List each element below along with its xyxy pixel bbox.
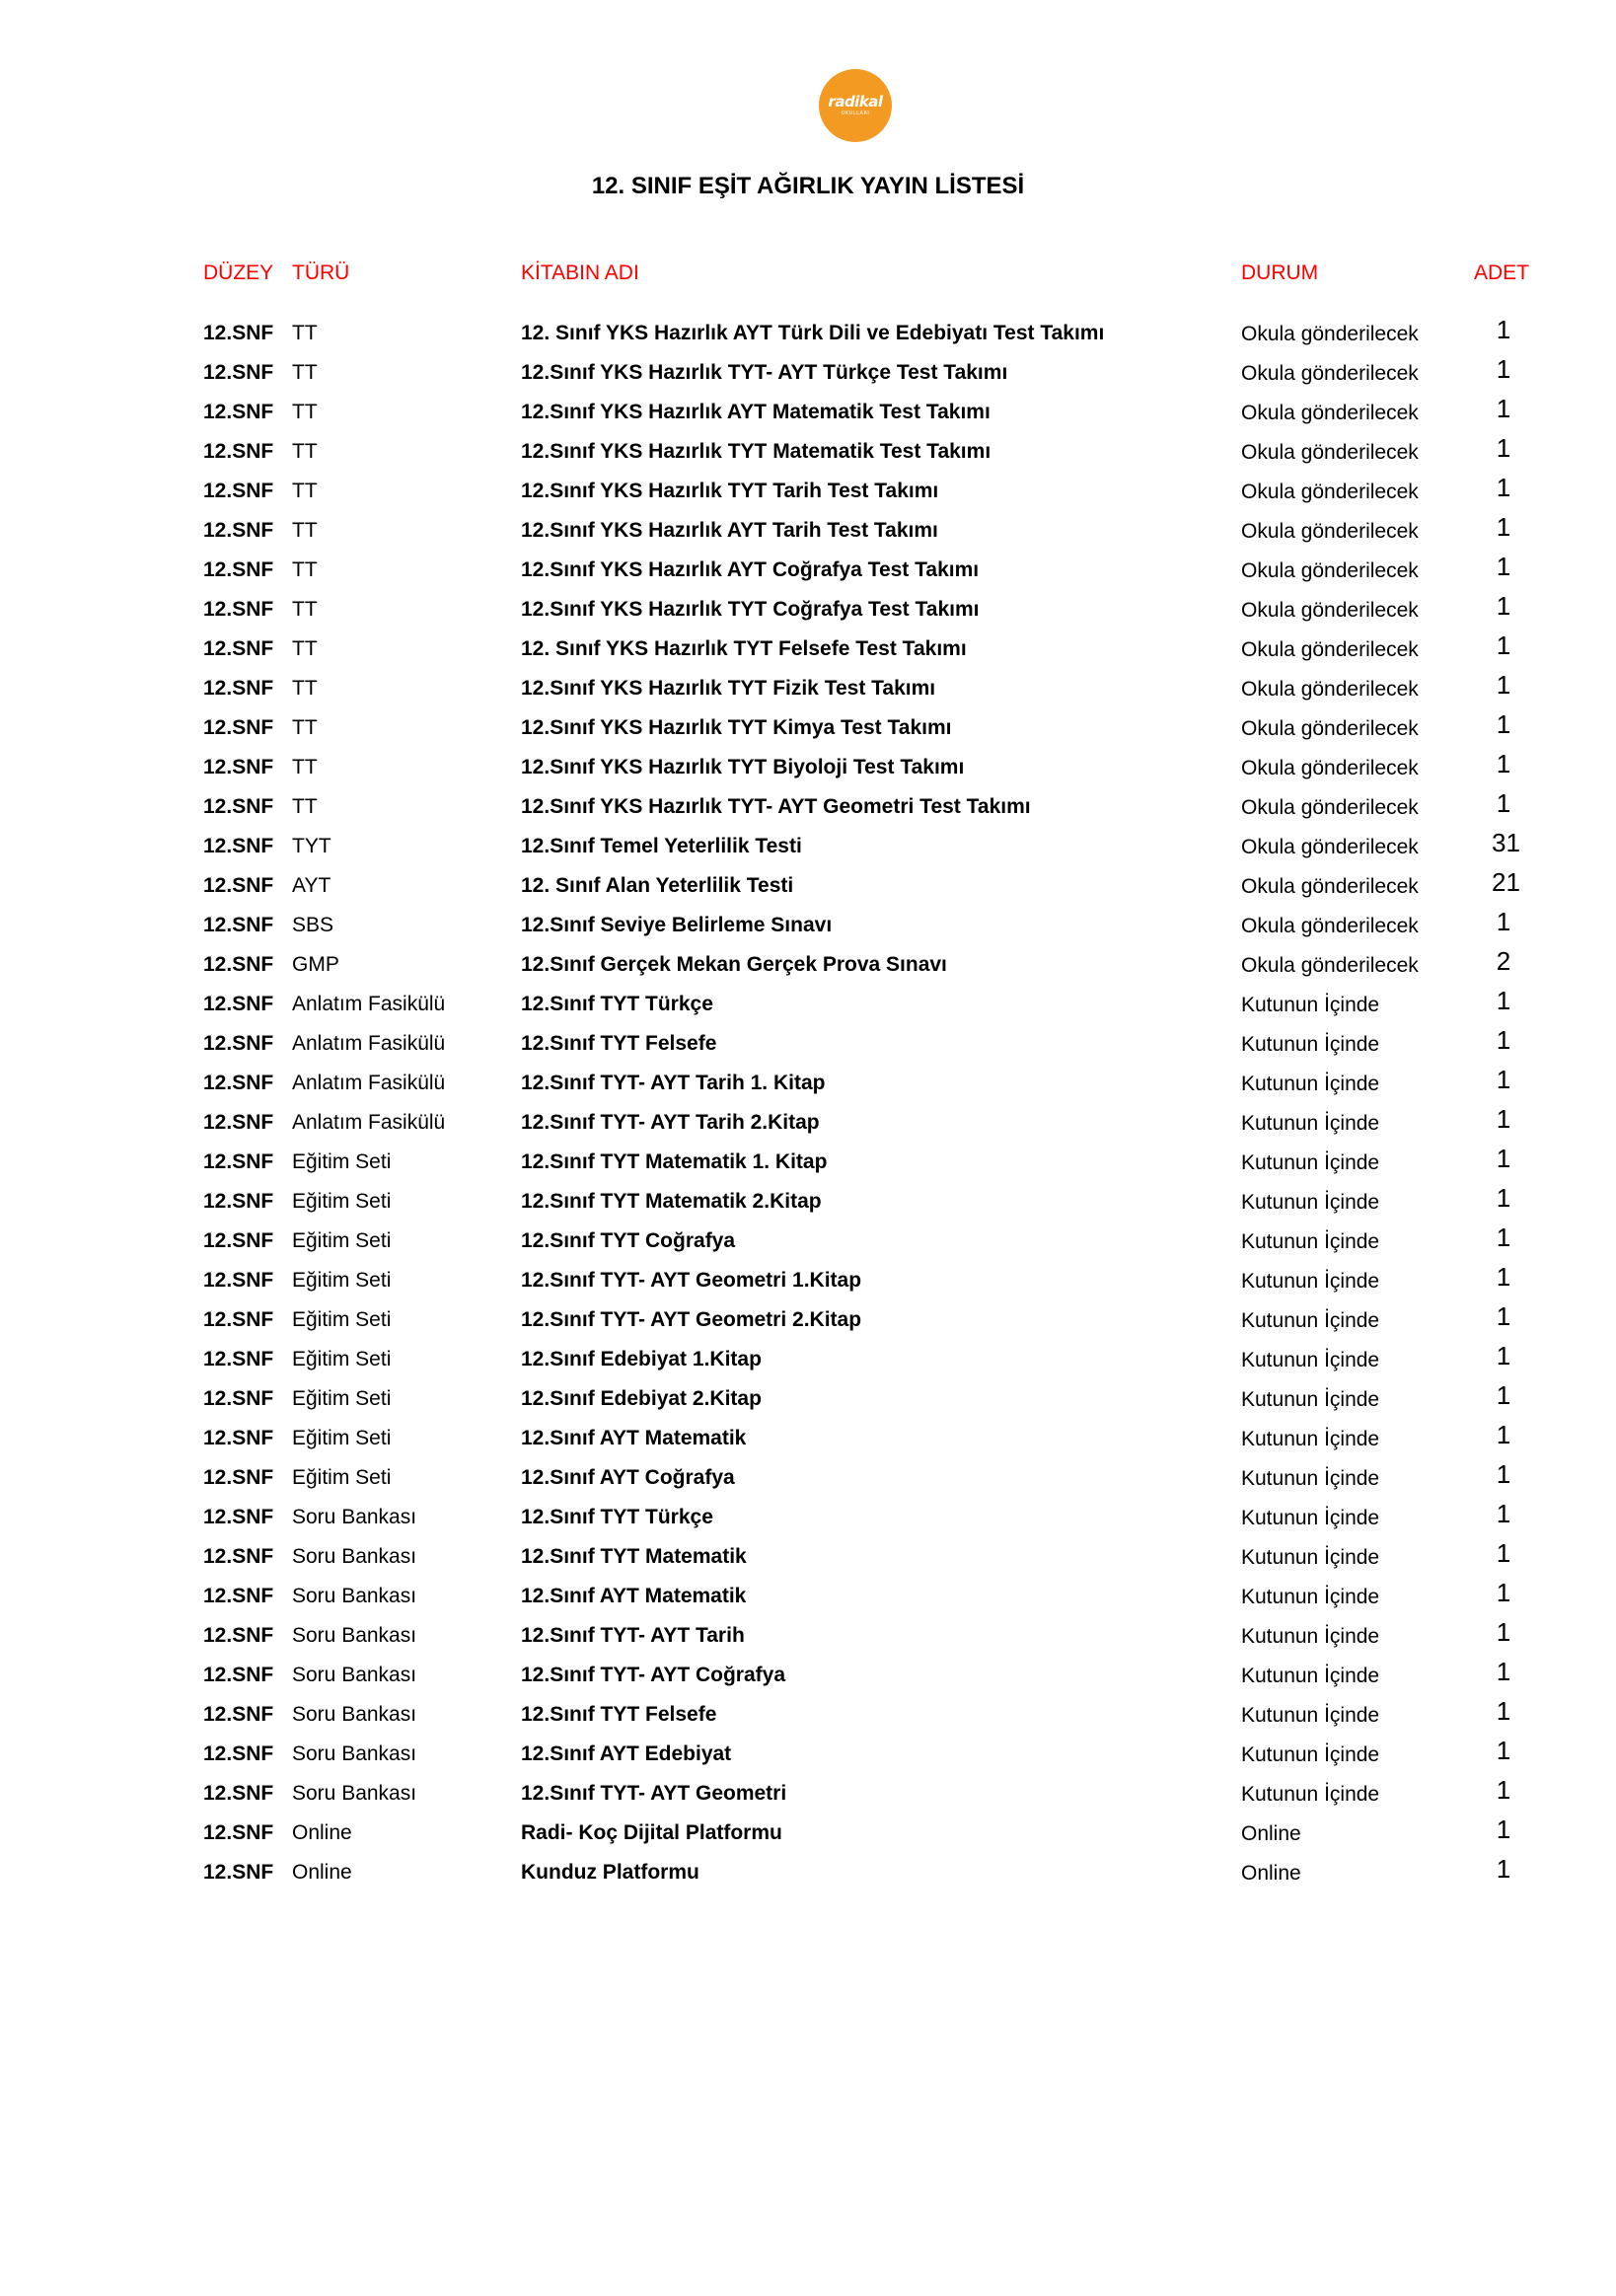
row-turu: TT: [292, 756, 318, 778]
row-duzey: 12.SNF: [203, 1506, 274, 1528]
row-turu: Eğitim Seti: [292, 1229, 392, 1252]
row-kitap-adi: 12.Sınıf AYT Coğrafya: [521, 1466, 735, 1489]
row-kitap-adi: 12.Sınıf YKS Hazırlık TYT Kimya Test Takımı: [521, 716, 952, 739]
row-durum: Kutunun İçinde: [1241, 1349, 1380, 1371]
row-turu: Online: [292, 1821, 352, 1844]
row-turu: Online: [292, 1861, 352, 1884]
row-adet: 1: [1496, 1380, 1511, 1410]
row-adet: 1: [1496, 1617, 1511, 1647]
row-kitap-adi: 12.Sınıf Edebiyat 2.Kitap: [521, 1387, 762, 1410]
row-duzey: 12.SNF: [203, 1032, 274, 1055]
row-duzey: 12.SNF: [203, 480, 274, 502]
row-durum: Kutunun İçinde: [1241, 1073, 1380, 1095]
page-title: 12. SINIF EŞİT AĞIRLIK YAYIN LİSTESİ: [591, 173, 1025, 199]
row-duzey: 12.SNF: [203, 1782, 274, 1805]
row-durum: Kutunun İçinde: [1241, 1309, 1380, 1332]
logo-subtitle: OKULLARI: [841, 111, 870, 116]
table-row: [0, 355, 1616, 395]
row-turu: Anlatım Fasikülü: [292, 993, 446, 1015]
row-durum: Okula gönderilecek: [1241, 599, 1419, 622]
row-turu: GMP: [292, 953, 339, 976]
table-row: [0, 868, 1616, 908]
row-turu: Eğitim Seti: [292, 1269, 392, 1292]
row-duzey: 12.SNF: [203, 558, 274, 581]
row-durum: Kutunun İçinde: [1241, 1507, 1380, 1529]
row-duzey: 12.SNF: [203, 519, 274, 542]
row-adet: 1: [1496, 1736, 1511, 1765]
row-kitap-adi: 12.Sınıf YKS Hazırlık AYT Coğrafya Test Takımı: [521, 558, 980, 581]
row-duzey: 12.SNF: [203, 1150, 274, 1173]
row-kitap-adi: 12.Sınıf Temel Yeterlilik Testi: [521, 835, 802, 857]
row-turu: TT: [292, 558, 318, 581]
row-adet: 1: [1496, 907, 1511, 936]
table-row: [0, 553, 1616, 592]
row-adet: 1: [1496, 709, 1511, 739]
row-turu: TT: [292, 677, 318, 700]
row-duzey: 12.SNF: [203, 1624, 274, 1647]
row-adet: 1: [1496, 630, 1511, 660]
row-turu: TT: [292, 322, 318, 344]
row-duzey: 12.SNF: [203, 1585, 274, 1607]
table-row: [0, 1421, 1616, 1460]
row-duzey: 12.SNF: [203, 1111, 274, 1134]
row-durum: Okula gönderilecek: [1241, 481, 1419, 503]
row-kitap-adi: 12.Sınıf YKS Hazırlık TYT Coğrafya Test Takımı: [521, 598, 980, 621]
row-duzey: 12.SNF: [203, 361, 274, 384]
row-kitap-adi: 12.Sınıf AYT Matematik: [521, 1427, 747, 1449]
row-turu: Anlatım Fasikülü: [292, 1072, 446, 1094]
table-row: [0, 829, 1616, 868]
row-turu: TT: [292, 440, 318, 463]
row-duzey: 12.SNF: [203, 1387, 274, 1410]
table-row: [0, 1184, 1616, 1223]
row-kitap-adi: 12.Sınıf Seviye Belirleme Sınavı: [521, 914, 833, 936]
row-adet: 1: [1496, 1815, 1511, 1844]
table-row: [0, 1737, 1616, 1776]
row-kitap-adi: 12.Sınıf TYT- AYT Coğrafya: [521, 1664, 786, 1686]
row-turu: SBS: [292, 914, 334, 936]
radikal-logo: [819, 69, 892, 142]
row-durum: Online: [1241, 1862, 1301, 1885]
row-duzey: 12.SNF: [203, 1861, 274, 1884]
row-kitap-adi: Kunduz Platformu: [521, 1861, 699, 1884]
table-row: [0, 947, 1616, 987]
row-adet: 1: [1496, 1104, 1511, 1134]
row-turu: Eğitim Seti: [292, 1308, 392, 1331]
row-adet: 1: [1496, 749, 1511, 778]
table-row: [0, 1579, 1616, 1618]
logo-word: radikal: [828, 93, 883, 111]
row-turu: Soru Bankası: [292, 1782, 417, 1805]
table-row: [0, 1026, 1616, 1066]
row-duzey: 12.SNF: [203, 914, 274, 936]
row-turu: TT: [292, 401, 318, 423]
row-adet: 1: [1496, 1499, 1511, 1528]
row-durum: Okula gönderilecek: [1241, 954, 1419, 977]
row-kitap-adi: 12.Sınıf TYT- AYT Tarih 1. Kitap: [521, 1072, 826, 1094]
row-adet: 1: [1496, 1183, 1511, 1213]
header-durum: DURUM: [1241, 261, 1319, 284]
row-turu: TT: [292, 480, 318, 502]
row-duzey: 12.SNF: [203, 1269, 274, 1292]
row-adet: 1: [1496, 670, 1511, 700]
row-duzey: 12.SNF: [203, 1545, 274, 1568]
table-row: [0, 631, 1616, 671]
table-row: [0, 750, 1616, 789]
row-turu: TT: [292, 795, 318, 818]
row-adet: 1: [1496, 315, 1511, 344]
row-duzey: 12.SNF: [203, 1821, 274, 1844]
row-turu: Soru Bankası: [292, 1545, 417, 1568]
table-row: [0, 671, 1616, 710]
row-duzey: 12.SNF: [203, 637, 274, 660]
row-turu: Soru Bankası: [292, 1664, 417, 1686]
row-adet: 1: [1496, 1025, 1511, 1055]
row-adet: 1: [1496, 1775, 1511, 1805]
row-adet: 1: [1496, 1657, 1511, 1686]
header-turu: TÜRÜ: [292, 261, 350, 284]
row-adet: 1: [1496, 512, 1511, 542]
row-kitap-adi: 12.Sınıf TYT Matematik 1. Kitap: [521, 1150, 828, 1173]
row-adet: 1: [1496, 354, 1511, 384]
row-duzey: 12.SNF: [203, 401, 274, 423]
row-turu: Soru Bankası: [292, 1703, 417, 1726]
row-durum: Okula gönderilecek: [1241, 717, 1419, 740]
row-adet: 1: [1496, 1341, 1511, 1370]
row-kitap-adi: 12. Sınıf YKS Hazırlık AYT Türk Dili ve Edebiyatı Test Takımı: [521, 322, 1105, 344]
table-row: [0, 395, 1616, 434]
row-durum: Online: [1241, 1822, 1301, 1845]
row-adet: 1: [1496, 1854, 1511, 1884]
row-duzey: 12.SNF: [203, 440, 274, 463]
publication-table: [0, 316, 1616, 1894]
table-row: [0, 710, 1616, 750]
row-durum: Okula gönderilecek: [1241, 757, 1419, 779]
row-durum: Okula gönderilecek: [1241, 362, 1419, 385]
table-row: [0, 1855, 1616, 1894]
row-turu: Anlatım Fasikülü: [292, 1111, 446, 1134]
row-duzey: 12.SNF: [203, 795, 274, 818]
header-adet: ADET: [1474, 261, 1530, 284]
row-durum: Okula gönderilecek: [1241, 796, 1419, 819]
row-kitap-adi: 12.Sınıf AYT Edebiyat: [521, 1742, 732, 1765]
table-row: [0, 1145, 1616, 1184]
table-row: [0, 513, 1616, 553]
row-durum: Okula gönderilecek: [1241, 638, 1419, 661]
row-kitap-adi: 12.Sınıf TYT Felsefe: [521, 1703, 717, 1726]
table-row: [0, 1500, 1616, 1539]
table-row: [0, 1460, 1616, 1500]
row-kitap-adi: 12.Sınıf AYT Matematik: [521, 1585, 747, 1607]
row-kitap-adi: 12. Sınıf YKS Hazırlık TYT Felsefe Test Takımı: [521, 637, 967, 660]
row-kitap-adi: 12.Sınıf YKS Hazırlık TYT- AYT Türkçe Test Takımı: [521, 361, 1008, 384]
row-turu: TT: [292, 637, 318, 660]
table-header: [0, 259, 1616, 288]
row-durum: Kutunun İçinde: [1241, 1270, 1380, 1293]
row-kitap-adi: 12.Sınıf TYT Coğrafya: [521, 1229, 736, 1252]
row-kitap-adi: 12.Sınıf Gerçek Mekan Gerçek Prova Sınavı: [521, 953, 947, 976]
row-kitap-adi: 12.Sınıf TYT- AYT Geometri 2.Kitap: [521, 1308, 862, 1331]
row-duzey: 12.SNF: [203, 1072, 274, 1094]
row-duzey: 12.SNF: [203, 1229, 274, 1252]
row-durum: Kutunun İçinde: [1241, 1625, 1380, 1648]
row-durum: Kutunun İçinde: [1241, 1428, 1380, 1450]
header-duzey: DÜZEY: [203, 261, 274, 284]
row-adet: 1: [1496, 591, 1511, 621]
table-row: [0, 1658, 1616, 1697]
row-duzey: 12.SNF: [203, 322, 274, 344]
row-kitap-adi: 12.Sınıf TYT- AYT Geometri 1.Kitap: [521, 1269, 862, 1292]
row-adet: 1: [1496, 1696, 1511, 1726]
row-durum: Kutunun İçinde: [1241, 994, 1380, 1016]
row-turu: Anlatım Fasikülü: [292, 1032, 446, 1055]
table-row: [0, 1776, 1616, 1815]
table-row: [0, 1066, 1616, 1105]
table-row: [0, 1105, 1616, 1145]
row-adet: 1: [1496, 788, 1511, 818]
row-durum: Kutunun İçinde: [1241, 1388, 1380, 1411]
table-row: [0, 474, 1616, 513]
row-durum: Okula gönderilecek: [1241, 915, 1419, 937]
table-row: [0, 1539, 1616, 1579]
row-adet: 1: [1496, 1144, 1511, 1173]
row-adet: 1: [1496, 1301, 1511, 1331]
table-row: [0, 316, 1616, 355]
row-durum: Okula gönderilecek: [1241, 678, 1419, 701]
row-duzey: 12.SNF: [203, 1190, 274, 1213]
row-kitap-adi: 12.Sınıf YKS Hazırlık AYT Tarih Test Takımı: [521, 519, 938, 542]
row-kitap-adi: 12.Sınıf YKS Hazırlık TYT- AYT Geometri Test Takımı: [521, 795, 1031, 818]
row-turu: Eğitim Seti: [292, 1348, 392, 1370]
table-row: [0, 592, 1616, 631]
row-turu: Soru Bankası: [292, 1585, 417, 1607]
table-row: [0, 1342, 1616, 1381]
table-row: [0, 987, 1616, 1026]
row-durum: Okula gönderilecek: [1241, 559, 1419, 582]
row-durum: Kutunun İçinde: [1241, 1704, 1380, 1727]
row-durum: Kutunun İçinde: [1241, 1665, 1380, 1687]
row-turu: Soru Bankası: [292, 1506, 417, 1528]
row-kitap-adi: Radi- Koç Dijital Platformu: [521, 1821, 782, 1844]
row-durum: Kutunun İçinde: [1241, 1191, 1380, 1214]
row-durum: Kutunun İçinde: [1241, 1546, 1380, 1569]
row-turu: Eğitim Seti: [292, 1190, 392, 1213]
row-kitap-adi: 12.Sınıf TYT Türkçe: [521, 993, 713, 1015]
row-adet: 1: [1496, 986, 1511, 1015]
row-duzey: 12.SNF: [203, 874, 274, 897]
row-duzey: 12.SNF: [203, 716, 274, 739]
row-turu: TT: [292, 598, 318, 621]
row-durum: Okula gönderilecek: [1241, 520, 1419, 543]
row-kitap-adi: 12. Sınıf Alan Yeterlilik Testi: [521, 874, 794, 897]
row-turu: TYT: [292, 835, 331, 857]
row-adet: 2: [1496, 946, 1511, 976]
row-durum: Kutunun İçinde: [1241, 1112, 1380, 1135]
row-duzey: 12.SNF: [203, 1348, 274, 1370]
row-kitap-adi: 12.Sınıf YKS Hazırlık AYT Matematik Test Takımı: [521, 401, 991, 423]
row-adet: 1: [1496, 1459, 1511, 1489]
table-row: [0, 1815, 1616, 1855]
table-row: [0, 1697, 1616, 1737]
row-adet: 1: [1496, 394, 1511, 423]
row-durum: Okula gönderilecek: [1241, 836, 1419, 858]
row-durum: Okula gönderilecek: [1241, 441, 1419, 464]
row-duzey: 12.SNF: [203, 835, 274, 857]
row-adet: 1: [1496, 433, 1511, 463]
row-turu: Eğitim Seti: [292, 1466, 392, 1489]
table-row: [0, 1263, 1616, 1302]
row-durum: Kutunun İçinde: [1241, 1743, 1380, 1766]
row-kitap-adi: 12.Sınıf YKS Hazırlık TYT Biyoloji Test Takımı: [521, 756, 965, 778]
table-row: [0, 434, 1616, 474]
row-duzey: 12.SNF: [203, 1427, 274, 1449]
row-turu: TT: [292, 519, 318, 542]
header-kitap-adi: KİTABIN ADI: [521, 261, 639, 284]
row-adet: 1: [1496, 1538, 1511, 1568]
row-kitap-adi: 12.Sınıf TYT Matematik: [521, 1545, 747, 1568]
row-adet: 21: [1492, 867, 1520, 897]
row-adet: 31: [1492, 828, 1520, 857]
row-adet: 1: [1496, 473, 1511, 502]
row-durum: Kutunun İçinde: [1241, 1783, 1380, 1806]
table-row: [0, 1302, 1616, 1342]
row-kitap-adi: 12.Sınıf TYT Matematik 2.Kitap: [521, 1190, 822, 1213]
row-turu: Soru Bankası: [292, 1742, 417, 1765]
table-row: [0, 1223, 1616, 1263]
row-durum: Kutunun İçinde: [1241, 1467, 1380, 1490]
row-duzey: 12.SNF: [203, 1742, 274, 1765]
row-durum: Kutunun İçinde: [1241, 1033, 1380, 1056]
row-durum: Kutunun İçinde: [1241, 1586, 1380, 1608]
row-durum: Kutunun İçinde: [1241, 1151, 1380, 1174]
table-row: [0, 1381, 1616, 1421]
row-kitap-adi: 12.Sınıf TYT- AYT Geometri: [521, 1782, 787, 1805]
row-adet: 1: [1496, 1578, 1511, 1607]
row-turu: Eğitim Seti: [292, 1387, 392, 1410]
row-kitap-adi: 12.Sınıf TYT Felsefe: [521, 1032, 717, 1055]
row-duzey: 12.SNF: [203, 953, 274, 976]
row-duzey: 12.SNF: [203, 1664, 274, 1686]
row-kitap-adi: 12.Sınıf YKS Hazırlık TYT Tarih Test Takımı: [521, 480, 939, 502]
table-row: [0, 789, 1616, 829]
row-durum: Kutunun İçinde: [1241, 1230, 1380, 1253]
row-durum: Okula gönderilecek: [1241, 875, 1419, 898]
row-kitap-adi: 12.Sınıf TYT Türkçe: [521, 1506, 713, 1528]
row-adet: 1: [1496, 1222, 1511, 1252]
row-turu: Eğitim Seti: [292, 1427, 392, 1449]
row-duzey: 12.SNF: [203, 993, 274, 1015]
row-kitap-adi: 12.Sınıf YKS Hazırlık TYT Fizik Test Takımı: [521, 677, 936, 700]
row-duzey: 12.SNF: [203, 1308, 274, 1331]
row-duzey: 12.SNF: [203, 1466, 274, 1489]
row-turu: TT: [292, 361, 318, 384]
row-turu: AYT: [292, 874, 331, 897]
row-duzey: 12.SNF: [203, 1703, 274, 1726]
row-kitap-adi: 12.Sınıf TYT- AYT Tarih 2.Kitap: [521, 1111, 820, 1134]
table-row: [0, 908, 1616, 947]
row-durum: Okula gönderilecek: [1241, 402, 1419, 424]
row-adet: 1: [1496, 1262, 1511, 1292]
row-durum: Okula gönderilecek: [1241, 323, 1419, 345]
row-kitap-adi: 12.Sınıf Edebiyat 1.Kitap: [521, 1348, 762, 1370]
row-duzey: 12.SNF: [203, 677, 274, 700]
row-turu: Soru Bankası: [292, 1624, 417, 1647]
row-duzey: 12.SNF: [203, 756, 274, 778]
row-duzey: 12.SNF: [203, 598, 274, 621]
table-row: [0, 1618, 1616, 1658]
row-adet: 1: [1496, 552, 1511, 581]
row-kitap-adi: 12.Sınıf TYT- AYT Tarih: [521, 1624, 745, 1647]
row-kitap-adi: 12.Sınıf YKS Hazırlık TYT Matematik Test Takımı: [521, 440, 992, 463]
row-turu: TT: [292, 716, 318, 739]
row-adet: 1: [1496, 1065, 1511, 1094]
row-turu: Eğitim Seti: [292, 1150, 392, 1173]
row-adet: 1: [1496, 1420, 1511, 1449]
